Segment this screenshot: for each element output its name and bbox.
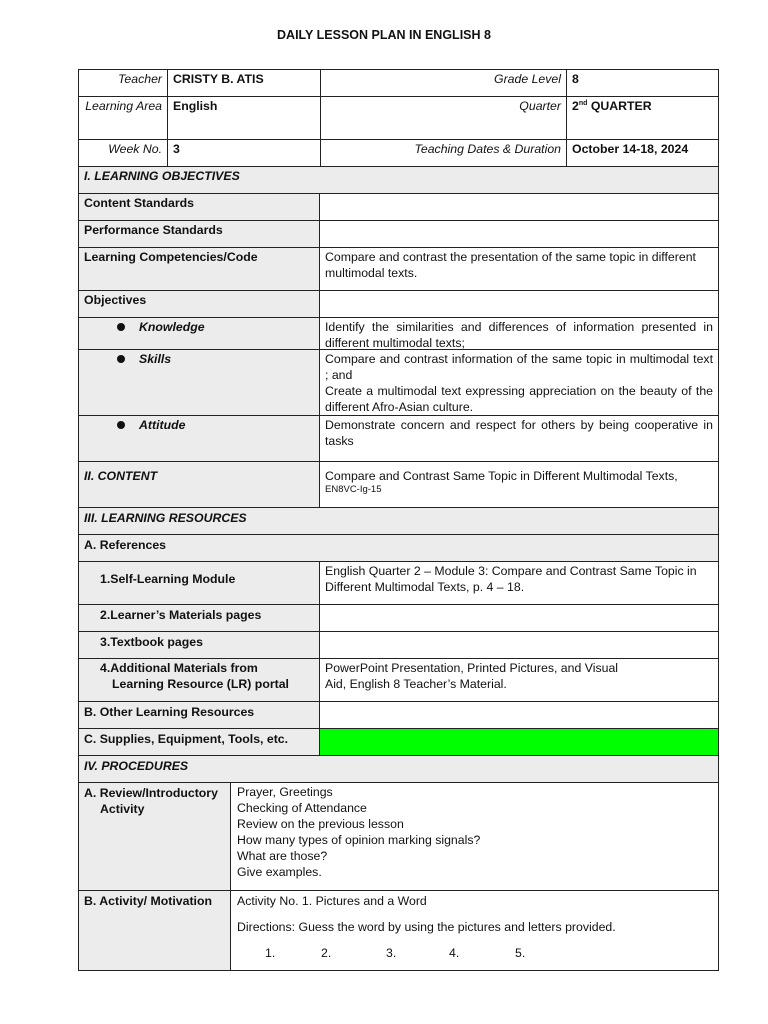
lm-label: 2.Learner’s Materials pages — [79, 605, 319, 631]
review-line: What are those? — [237, 849, 328, 863]
skills-label: Skills — [79, 350, 319, 415]
procedures-heading-text: IV. PROCEDURES — [84, 759, 189, 773]
additional-materials-row — [78, 659, 719, 702]
additional-materials-value-1: PowerPoint Presentation, Printed Pictures, and Visual — [325, 661, 619, 675]
objectives-label: Objectives — [79, 291, 319, 317]
activity-title: Activity No. 1. Pictures and a Word — [237, 894, 427, 908]
content-standards-value — [319, 194, 718, 220]
textbook-row — [78, 632, 719, 659]
content-standards-row — [78, 194, 719, 221]
skills-value-line-1: Compare and contrast information of the same topic in multimodal text ; and — [325, 352, 713, 382]
review-label-2: Activity — [100, 802, 145, 816]
activity-directions: Directions: Guess the word by using the pictures and letters provided. — [237, 920, 616, 934]
learning-resources-heading-text: III. LEARNING RESOURCES — [84, 511, 247, 525]
supplies-label: C. Supplies, Equipment, Tools, etc. — [79, 729, 319, 755]
review-line: Prayer, Greetings — [237, 785, 333, 799]
content-code: EN8VC-Ig-15 — [325, 484, 382, 495]
content-standards-label: Content Standards — [79, 194, 319, 220]
other-resources-row — [78, 702, 719, 729]
review-line: Checking of Attendance — [237, 801, 367, 815]
competencies-row — [78, 248, 719, 291]
knowledge-value: Identify the similarities and differences of information presented in different multimodal texts; — [319, 318, 718, 349]
performance-standards-label: Performance Standards — [79, 221, 319, 247]
slm-row — [78, 562, 719, 605]
teaching-dates-value: October 14-18, 2024 — [566, 140, 718, 166]
learning-resources-heading — [78, 508, 719, 535]
objectives-row — [78, 291, 719, 318]
content-value — [319, 462, 718, 507]
references-label: A. References — [84, 538, 167, 552]
knowledge-row — [78, 318, 719, 350]
references-row — [78, 535, 719, 562]
activity-number: 3. — [386, 946, 397, 960]
learning-area-label: Learning Area — [85, 99, 162, 113]
review-label — [79, 783, 230, 890]
additional-materials-label-1: 4.Additional Materials from — [100, 661, 258, 675]
competencies-value: Compare and contrast the presentation of the same topic in different multimodal texts. — [319, 248, 718, 290]
bullet-icon — [117, 421, 125, 429]
textbook-label: 3.Textbook pages — [79, 632, 319, 658]
other-resources-label: B. Other Learning Resources — [79, 702, 319, 728]
learning-area-value: English — [167, 97, 320, 139]
grade-level-label: Grade Level — [320, 70, 566, 96]
activity-number: 5. — [515, 946, 526, 960]
week-label: Week No. — [108, 142, 162, 156]
additional-materials-label-2: Learning Resource (LR) portal — [112, 677, 289, 691]
additional-materials-value — [319, 659, 718, 701]
supplies-value-highlight — [319, 729, 718, 755]
teacher-value: CRISTY B. ATIS — [167, 70, 320, 96]
lm-value — [319, 605, 718, 631]
knowledge-label: Knowledge — [79, 318, 319, 349]
textbook-value — [319, 632, 718, 658]
activity-numbers — [237, 945, 713, 961]
procedures-heading — [78, 756, 719, 783]
learning-area-row — [78, 97, 719, 140]
activity-label: B. Activity/ Motivation — [79, 891, 230, 970]
content-row — [78, 462, 719, 508]
performance-standards-value — [319, 221, 718, 247]
objectives-value — [319, 291, 718, 317]
activity-number: 1. — [265, 946, 276, 960]
teaching-dates-label: Teaching Dates & Duration — [320, 140, 566, 166]
attitude-row — [78, 416, 719, 462]
teacher-label: Teacher — [118, 72, 162, 86]
review-line: Give examples. — [237, 865, 322, 879]
bullet-icon — [117, 355, 125, 363]
activity-value — [230, 891, 718, 970]
grade-level-value: 8 — [566, 70, 718, 96]
skills-row — [78, 350, 719, 416]
additional-materials-value-2: Aid, English 8 Teacher’s Material. — [325, 677, 507, 691]
quarter-value: 2nd QUARTER — [566, 97, 718, 139]
week-row — [78, 140, 719, 167]
document-title: DAILY LESSON PLAN IN ENGLISH 8 — [277, 28, 491, 42]
activity-number: 2. — [321, 946, 332, 960]
learning-objectives-heading — [78, 167, 719, 194]
slm-label: 1.Self-Learning Module — [79, 562, 319, 604]
competencies-label: Learning Competencies/Code — [79, 248, 319, 290]
content-heading: II. CONTENT — [79, 462, 319, 507]
attitude-label: Attitude — [79, 416, 319, 461]
skills-value — [319, 350, 718, 415]
supplies-row — [78, 729, 719, 756]
activity-number: 4. — [449, 946, 460, 960]
review-row — [78, 783, 719, 891]
lm-row — [78, 605, 719, 632]
teacher-row — [78, 69, 719, 97]
attitude-value: Demonstrate concern and respect for others by being cooperative in tasks — [319, 416, 718, 461]
content-topic: Compare and Contrast Same Topic in Different Multimodal Texts, — [325, 469, 678, 483]
week-value: 3 — [167, 140, 320, 166]
slm-value: English Quarter 2 – Module 3: Compare and Contrast Same Topic in Different Multimodal Texts, p. 4 – 18. — [319, 562, 718, 604]
quarter-label: Quarter — [320, 97, 566, 139]
activity-row — [78, 891, 719, 971]
skills-value-line-2: Create a multimodal text expressing appreciation on the beauty of the different Afro-Asian culture. — [325, 384, 713, 414]
performance-standards-row — [78, 221, 719, 248]
review-label-1: A. Review/Introductory — [84, 786, 218, 800]
other-resources-value — [319, 702, 718, 728]
additional-materials-label — [79, 659, 319, 701]
learning-objectives-heading-text: I. LEARNING OBJECTIVES — [84, 169, 240, 183]
review-line: How many types of opinion marking signals? — [237, 833, 481, 847]
review-line: Review on the previous lesson — [237, 817, 404, 831]
review-value — [230, 783, 718, 890]
bullet-icon — [117, 323, 125, 331]
